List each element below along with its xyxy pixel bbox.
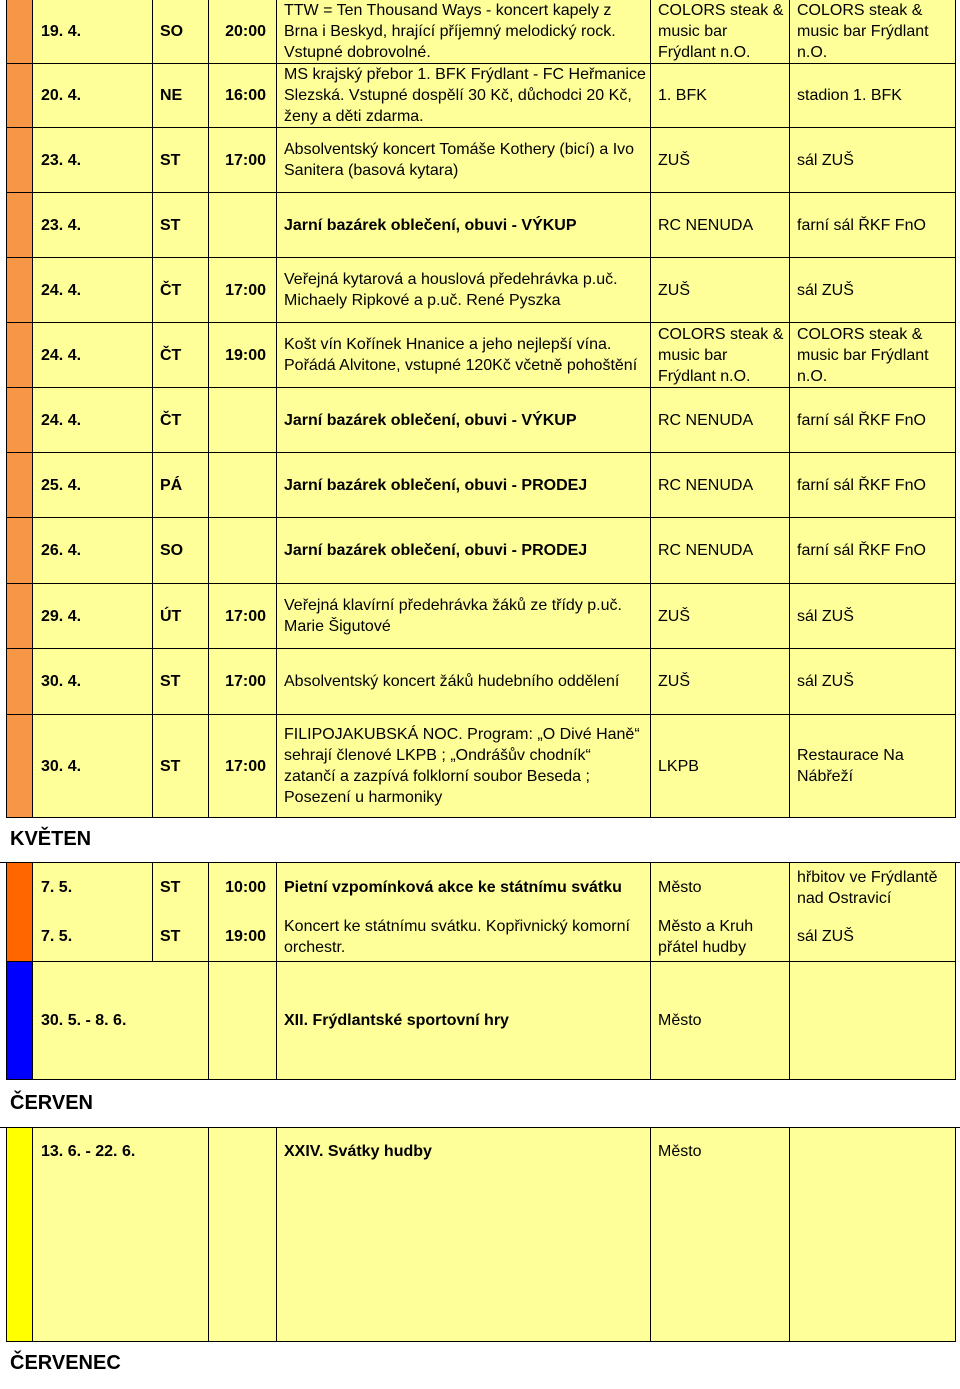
event-place: sál ZUŠ: [790, 912, 956, 962]
event-date: 24. 4.: [33, 388, 153, 453]
event-organizer: ZUŠ: [651, 649, 790, 715]
event-title: XXIV. Svátky hudby: [277, 1128, 651, 1342]
event-row: [0, 453, 960, 518]
event-title: Veřejná klavírní předehrávka žáků ze třídy p.uč. Marie Šigutové: [277, 584, 651, 649]
event-place: [790, 962, 956, 1080]
event-time: 17:00: [209, 649, 277, 715]
event-organizer: RC NENUDA: [651, 193, 790, 258]
event-date: 7. 5.: [33, 863, 153, 913]
event-time: 17:00: [209, 584, 277, 649]
event-time: [209, 193, 277, 258]
event-date: 24. 4.: [33, 258, 153, 323]
event-place: farní sál ŘKF FnO: [790, 518, 956, 584]
event-organizer: COLORS steak & music bar Frýdlant n.O.: [651, 323, 790, 388]
category-stripe: [6, 128, 33, 193]
event-day: ÚT: [153, 584, 209, 649]
event-place: stadion 1. BFK: [790, 64, 956, 128]
event-organizer: ZUŠ: [651, 584, 790, 649]
event-time: 17:00: [209, 128, 277, 193]
event-time: 17:00: [209, 258, 277, 323]
category-stripe: [6, 962, 33, 1080]
event-date: 30. 4.: [33, 649, 153, 715]
event-organizer: 1. BFK: [651, 64, 790, 128]
event-day: ST: [153, 649, 209, 715]
event-place: Restaurace Na Nábřeží: [790, 715, 956, 818]
event-day: NE: [153, 64, 209, 128]
event-row: [0, 193, 960, 258]
category-stripe: [6, 715, 33, 818]
event-date: 29. 4.: [33, 584, 153, 649]
category-stripe: [6, 388, 33, 453]
event-date: 30. 5. - 8. 6.: [33, 962, 209, 1080]
event-title: Absolventský koncert Tomáše Kothery (bicí) a Ivo Sanitera (basová kytara): [277, 128, 651, 193]
category-stripe: [6, 1128, 33, 1342]
event-date: 25. 4.: [33, 453, 153, 518]
event-time: 17:00: [209, 715, 277, 818]
event-row: [0, 715, 960, 818]
category-stripe: [6, 193, 33, 258]
event-row: [0, 323, 960, 388]
event-title: FILIPOJAKUBSKÁ NOC. Program: „O Divé Haně“ sehrají členové LKPB ; „Ondrášův chodník“ zatančí a zazpívá folklorní soubor Beseda ; Posezení u harmoniky: [277, 715, 651, 818]
event-time: 19:00: [209, 323, 277, 388]
event-row: [0, 128, 960, 193]
event-row: [0, 518, 960, 584]
category-stripe: [6, 453, 33, 518]
event-time: 20:00: [209, 0, 277, 64]
event-day: ST: [153, 128, 209, 193]
event-day: SO: [153, 0, 209, 64]
event-place: sál ZUŠ: [790, 128, 956, 193]
event-title: MS krajský přebor 1. BFK Frýdlant - FC Heřmanice Slezská. Vstupné dospělí 30 Kč, důchodci 20 Kč, ženy a děti zdarma.: [277, 64, 651, 128]
event-place: sál ZUŠ: [790, 584, 956, 649]
event-organizer: LKPB: [651, 715, 790, 818]
category-stripe: [6, 64, 33, 128]
category-stripe: [6, 649, 33, 715]
event-title: Jarní bazárek oblečení, obuvi - PRODEJ: [277, 453, 651, 518]
event-organizer: COLORS steak & music bar Frýdlant n.O.: [651, 0, 790, 64]
event-place: [790, 1128, 956, 1342]
event-row: [0, 258, 960, 323]
event-row: [0, 862, 960, 913]
event-row: [0, 912, 960, 962]
event-place: COLORS steak & music bar Frýdlant n.O.: [790, 0, 956, 64]
event-day: ST: [153, 193, 209, 258]
event-title: Koncert ke státnímu svátku. Kopřivnický komorní orchestr.: [277, 912, 651, 962]
event-title: Jarní bazárek oblečení, obuvi - VÝKUP: [277, 193, 651, 258]
event-day: ČT: [153, 323, 209, 388]
event-place: sál ZUŠ: [790, 649, 956, 715]
section-heading-july: ČERVENEC: [10, 1352, 121, 1374]
event-time: [209, 453, 277, 518]
event-date: 20. 4.: [33, 64, 153, 128]
event-place: sál ZUŠ: [790, 258, 956, 323]
event-date: 23. 4.: [33, 128, 153, 193]
event-date: 23. 4.: [33, 193, 153, 258]
event-row: [0, 649, 960, 715]
category-stripe: [6, 323, 33, 388]
event-organizer: Město: [651, 962, 790, 1080]
event-place: farní sál ŘKF FnO: [790, 193, 956, 258]
section-heading-june: ČERVEN: [10, 1092, 93, 1114]
event-time: [209, 518, 277, 584]
event-date: 24. 4.: [33, 323, 153, 388]
event-place: farní sál ŘKF FnO: [790, 453, 956, 518]
event-row: [0, 1127, 960, 1342]
event-organizer: Město a Kruh přátel hudby: [651, 912, 790, 962]
event-time: 19:00: [209, 912, 277, 962]
event-day: ČT: [153, 258, 209, 323]
event-place: hřbitov ve Frýdlantě nad Ostravicí: [790, 863, 956, 913]
event-row: [0, 388, 960, 453]
event-place: farní sál ŘKF FnO: [790, 388, 956, 453]
event-time: 10:00: [209, 863, 277, 913]
event-day: ČT: [153, 388, 209, 453]
event-date: 13. 6. - 22. 6.: [33, 1128, 209, 1342]
event-title: TTW = Ten Thousand Ways - koncert kapely z Brna i Beskyd, hrající příjemný melodický rock. Vstupné dobrovolné.: [277, 0, 651, 64]
category-stripe: [6, 0, 33, 64]
event-time: 16:00: [209, 64, 277, 128]
event-day: ST: [153, 912, 209, 962]
event-day: ST: [153, 863, 209, 913]
event-row: [0, 962, 960, 1080]
event-row: [0, 64, 960, 128]
event-row: [0, 0, 960, 64]
event-title: Košt vín Kořínek Hnanice a jeho nejlepší vína. Pořádá Alvitone, vstupné 120Kč včetně pohoštění: [277, 323, 651, 388]
event-date: 19. 4.: [33, 0, 153, 64]
event-day: SO: [153, 518, 209, 584]
event-title: Veřejná kytarová a houslová předehrávka p.uč. Michaely Ripkové a p.uč. René Pyszka: [277, 258, 651, 323]
event-organizer: RC NENUDA: [651, 388, 790, 453]
event-title: XII. Frýdlantské sportovní hry: [277, 962, 651, 1080]
event-title: Jarní bazárek oblečení, obuvi - PRODEJ: [277, 518, 651, 584]
category-stripe: [6, 863, 33, 913]
event-day: PÁ: [153, 453, 209, 518]
event-time: [209, 388, 277, 453]
event-title: Absolventský koncert žáků hudebního oddělení: [277, 649, 651, 715]
category-stripe: [6, 258, 33, 323]
category-stripe: [6, 518, 33, 584]
event-organizer: Město: [651, 863, 790, 913]
event-organizer: RC NENUDA: [651, 518, 790, 584]
event-date: 30. 4.: [33, 715, 153, 818]
section-heading-may: KVĚTEN: [10, 828, 92, 850]
event-place: COLORS steak & music bar Frýdlant n.O.: [790, 323, 956, 388]
category-stripe: [6, 912, 33, 962]
event-title: Jarní bazárek oblečení, obuvi - VÝKUP: [277, 388, 651, 453]
event-organizer: ZUŠ: [651, 128, 790, 193]
category-stripe: [6, 584, 33, 649]
event-title: Pietní vzpomínková akce ke státnímu svátku: [277, 863, 651, 913]
event-day: ST: [153, 715, 209, 818]
event-row: [0, 584, 960, 649]
event-date: 7. 5.: [33, 912, 153, 962]
event-organizer: Město: [651, 1128, 790, 1342]
event-organizer: RC NENUDA: [651, 453, 790, 518]
event-time: [209, 962, 277, 1080]
event-time: [209, 1128, 277, 1342]
event-date: 26. 4.: [33, 518, 153, 584]
event-organizer: ZUŠ: [651, 258, 790, 323]
